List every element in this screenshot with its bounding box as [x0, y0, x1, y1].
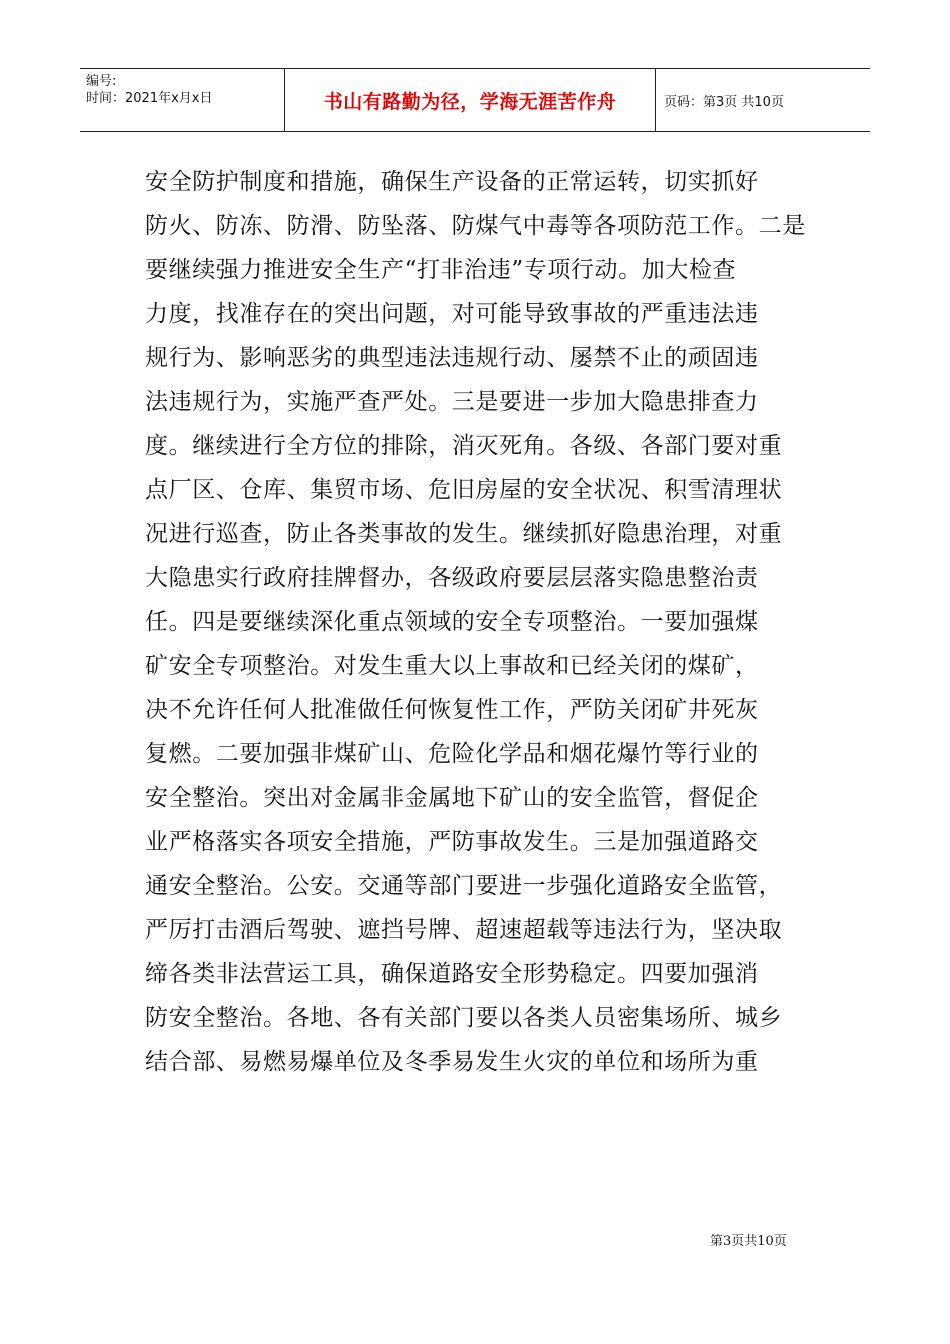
text-line: 安全防护制度和措施，确保生产设备的正常运转，切实抓好 [145, 169, 759, 195]
page-footer [710, 1230, 787, 1249]
document-date: 时间：2021年x月x日 [86, 91, 213, 106]
text-line: 规行为、影响恶劣的典型违法违规行动、屡禁不止的顽固违 [145, 345, 759, 371]
text-line: 通安全整治。公安。交通等部门要进一步强化道路安全监管， [145, 873, 783, 899]
text-line: 度。继续进行全方位的排除，消灭死角。各级、各部门要对重 [145, 433, 783, 459]
text-line: 大隐患实行政府挂牌督办，各级政府要层层落实隐患整治责 [145, 565, 759, 591]
text-line: 结合部、易燃易爆单位及冬季易发生火灾的单位和场所为重 [145, 1049, 759, 1075]
header-page-info [656, 69, 870, 131]
text-line: 安全整治。突出对金属非金属地下矿山的安全监管，督促企 [145, 785, 759, 811]
text-line: 点厂区、仓库、集贸市场、危旧房屋的安全状况、积雪清理状 [145, 477, 783, 503]
motto-text: 书山有路勤为径，学海无涯苦作舟 [323, 90, 617, 113]
text-line: 严厉打击酒后驾驶、遮挡号牌、超速超载等违法行为，坚决取 [145, 917, 783, 943]
text-line: 业严格落实各项安全措施，严防事故发生。三是加强道路交 [145, 829, 759, 855]
text-line: 要继续强力推进安全生产“打非治违”专项行动。加大检查 [145, 257, 737, 283]
text-line: 况进行巡查，防止各类事故的发生。继续抓好隐患治理，对重 [145, 521, 783, 547]
text-line: 任。四是要继续深化重点领域的安全专项整治。一要加强煤 [145, 609, 759, 635]
page-header [80, 68, 870, 132]
text-line: 复燃。二要加强非煤矿山、危险化学品和烟花爆竹等行业的 [145, 741, 759, 767]
document-body [145, 160, 805, 1084]
header-motto [285, 69, 656, 131]
text-line: 缔各类非法营运工具，确保道路安全形势稳定。四要加强消 [145, 961, 759, 987]
header-meta [80, 69, 285, 131]
text-line: 决不允许任何人批准做任何恢复性工作，严防关闭矿井死灰 [145, 697, 759, 723]
text-line: 法违规行为，实施严查严处。三是要进一步加大隐患排查力 [145, 389, 759, 415]
text-line: 矿安全专项整治。对发生重大以上事故和已经关闭的煤矿， [145, 653, 759, 679]
text-line: 防安全整治。各地、各有关部门要以各类人员密集场所、城乡 [145, 1005, 783, 1031]
footer-page-number: 第3页共10页 [710, 1234, 787, 1249]
text-line: 防火、防冻、防滑、防坠落、防煤气中毒等各项防范工作。二是 [145, 213, 806, 239]
text-line: 力度，找准存在的突出问题，对可能导致事故的严重违法违 [145, 301, 759, 327]
header-page-number: 页码：第3页 共10页 [664, 94, 784, 110]
document-number-label: 编号: [86, 74, 117, 89]
